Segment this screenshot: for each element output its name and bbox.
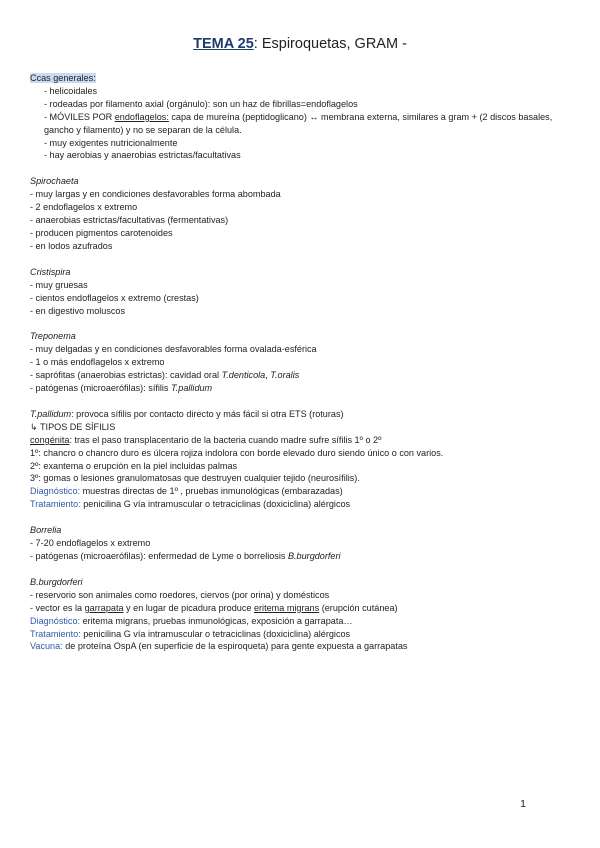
endoflagelos-term: endoflagelos: <box>114 111 169 122</box>
list-item: - reservorio son animales como roedores, ciervos (por orina) y domésticos <box>30 589 330 600</box>
list-item: - 7-20 endoflagelos x extremo <box>30 538 151 549</box>
stage-item: 3º: gomas o lesiones granulomatosas que destruyen cualquier tejido (neurosífilis). <box>30 473 360 484</box>
list-item: - helicoidales <box>44 85 98 96</box>
tratamiento-line: Tratamiento: penicilina G vía intramuscular o tetraciclinas (doxiciclina) alérgicos <box>30 628 351 639</box>
list-item-patogenas: - patógenas (microaerófilas): enfermedad de Lyme o borreliosis B.burgdorferi <box>30 551 341 561</box>
diagnostico-line: Diagnóstico: eritema migrans, pruebas inmunológicas, exposición a garrapata… <box>30 615 353 626</box>
stage-item: 1º: chancro o chancro duro es úlcera rojiza indolora con borde elevado duro siendo único o con varios. <box>30 447 444 458</box>
list-item-vector: - vector es la garrapata y en lugar de picadura produce eritema migrans (erupción cutánea) <box>30 602 398 613</box>
list-item: - hay aerobias y anaerobias estrictas/facultativas <box>44 150 241 161</box>
document-body <box>30 72 578 653</box>
section-heading-generales: Ccas generales: <box>30 73 96 83</box>
stage-item: 2º: exantema o erupción en la piel incluidas palmas <box>30 460 238 471</box>
section-heading-treponema: Treponema <box>30 331 76 342</box>
list-item-moviles: - MÓVILES POR endoflagelos: capa de mureína (peptidoglicano) ↔ membrana externa, similares a gram + (2 discos basales, gancho y filamento) y no se separan de la célula. <box>44 111 553 135</box>
list-item: - producen pigmentos carotenoides <box>30 227 173 238</box>
list-item: - rodeadas por filamento axial (orgánulo): son un haz de fibrillas=endoflagelos <box>44 98 358 109</box>
list-item: - muy gruesas <box>30 279 88 290</box>
list-item: - anaerobias estrictas/facultativas (fermentativas) <box>30 215 229 226</box>
title-text: : Espiroquetas, GRAM - <box>253 36 407 52</box>
section-heading-cristispira: Cristispira <box>30 266 71 277</box>
tratamiento-line: Tratamiento: penicilina G vía intramuscular o tetraciclinas (doxiciclina) alérgicos <box>30 499 351 510</box>
tipos-sifilis-heading: ↳ TIPOS DE SÍFILIS <box>30 421 116 432</box>
list-item: - 2 endoflagelos x extremo <box>30 202 138 213</box>
section-heading-bburgdorferi: B.burgdorferi <box>30 576 83 587</box>
list-item: - muy delgadas y en condiciones desfavorables forma ovalada-esférica <box>30 344 317 355</box>
list-item: - 1 o más endoflagelos x extremo <box>30 357 165 368</box>
list-item: - muy largas y en condiciones desfavorables forma abombada <box>30 189 281 200</box>
list-item-saprofitas: - saprófitas (anaerobias estrictas): cavidad oral T.denticola, T.oralis <box>30 370 300 381</box>
section-heading-borrelia: Borrelia <box>30 525 62 536</box>
tpallidum-intro: T.pallidum: provoca sífilis por contacto directo y más fácil si otra ETS (roturas) <box>30 408 344 419</box>
section-heading-spirochaeta: Spirochaeta <box>30 176 79 187</box>
page-number: 1 <box>520 798 526 810</box>
list-item: - muy exigentes nutricionalmente <box>44 137 178 148</box>
list-item: - en lodos azufrados <box>30 240 113 251</box>
list-item: - cientos endoflagelos x extremo (crestas) <box>30 292 199 303</box>
list-item: - en digestivo moluscos <box>30 305 126 316</box>
list-item-patogenas: - patógenas (microaerófilas): sífilis T.pallidum <box>30 383 213 394</box>
diagnostico-line: Diagnóstico: muestras directas de 1º , pruebas inmunológicas (embarazadas) <box>30 486 343 497</box>
page-title <box>0 36 600 52</box>
congenita-item: congénita: tras el paso transplacentario de la bacteria cuando madre sufre sífilis 1º o 2º <box>30 434 382 445</box>
title-topic-number: TEMA 25 <box>193 36 254 52</box>
vacuna-line: Vacuna: de proteína OspA (en superficie de la espiroqueta) para gente expuesta a garrapatas <box>30 641 408 652</box>
